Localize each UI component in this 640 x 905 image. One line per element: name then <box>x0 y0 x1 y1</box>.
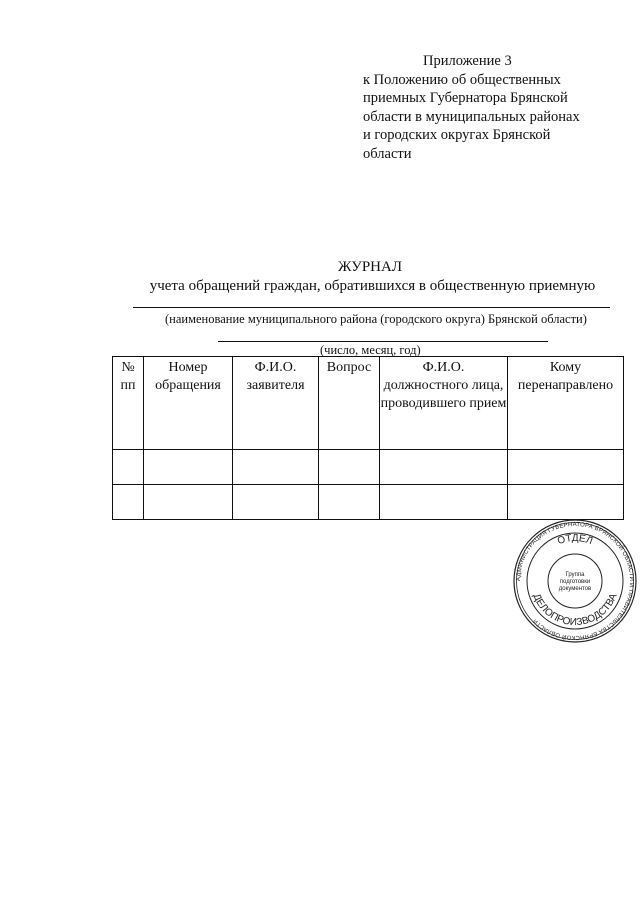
column-header: Номер обращения <box>144 357 233 450</box>
appendix-line: Приложение 3 <box>423 53 512 69</box>
date-caption: (число, месяц, год) <box>320 343 421 357</box>
table-cell <box>144 485 233 520</box>
column-header: № пп <box>113 357 144 450</box>
stamp-lower-text: ДЕЛОПРОИЗВОДСТВА <box>530 592 620 629</box>
column-header: Кому перенаправлено <box>508 357 624 450</box>
appendix-line: к Положению об общественных <box>363 71 561 88</box>
table-cell <box>233 485 319 520</box>
appendix-line: приемных Губернатора Брянской <box>363 90 568 106</box>
stamp-outer-text: АДМИНИСТРАЦИЯ ГУБЕРНАТОРА БРЯНСКОЙ ОБЛАСТИ И ПРАВИТЕЛЬСТВА БРЯНСКОЙ ОБЛАСТИ <box>515 521 635 641</box>
appendix-line: области в муниципальных районах <box>363 108 580 125</box>
table-row <box>113 485 624 520</box>
table-cell <box>319 485 380 520</box>
column-header: Ф.И.О. должностного лица, проводившего прием <box>380 357 508 450</box>
table-cell <box>380 485 508 520</box>
stamp-center-line: Группа <box>565 572 585 578</box>
table-cell <box>319 450 380 485</box>
district-caption: (наименование муниципального района (городского округа) Брянской области) <box>165 312 587 326</box>
appendix-line: и городских округах Брянской <box>363 127 551 143</box>
table-cell <box>113 485 144 520</box>
stamp-center-line: документов <box>558 586 592 592</box>
stamp-center-line: подготовки <box>559 579 591 585</box>
column-header: Вопрос <box>319 357 380 450</box>
table-cell <box>508 485 624 520</box>
document-title: ЖУРНАЛ <box>337 259 403 275</box>
appendix-note <box>363 52 623 163</box>
table-cell <box>380 450 508 485</box>
column-header: Ф.И.О. заявителя <box>233 357 319 450</box>
journal-table <box>112 356 624 520</box>
table-row <box>113 450 624 485</box>
table-cell <box>144 450 233 485</box>
table-cell <box>233 450 319 485</box>
stamp-upper-text: ОТДЕЛ <box>556 532 594 548</box>
table-header-row <box>113 357 624 450</box>
appendix-line: области <box>363 145 412 162</box>
district-fill-line <box>133 307 610 308</box>
table-cell <box>113 450 144 485</box>
document-subtitle: учета обращений граждан, обратившихся в общественную приемную <box>149 278 596 294</box>
table-cell <box>508 450 624 485</box>
department-stamp <box>513 519 637 643</box>
